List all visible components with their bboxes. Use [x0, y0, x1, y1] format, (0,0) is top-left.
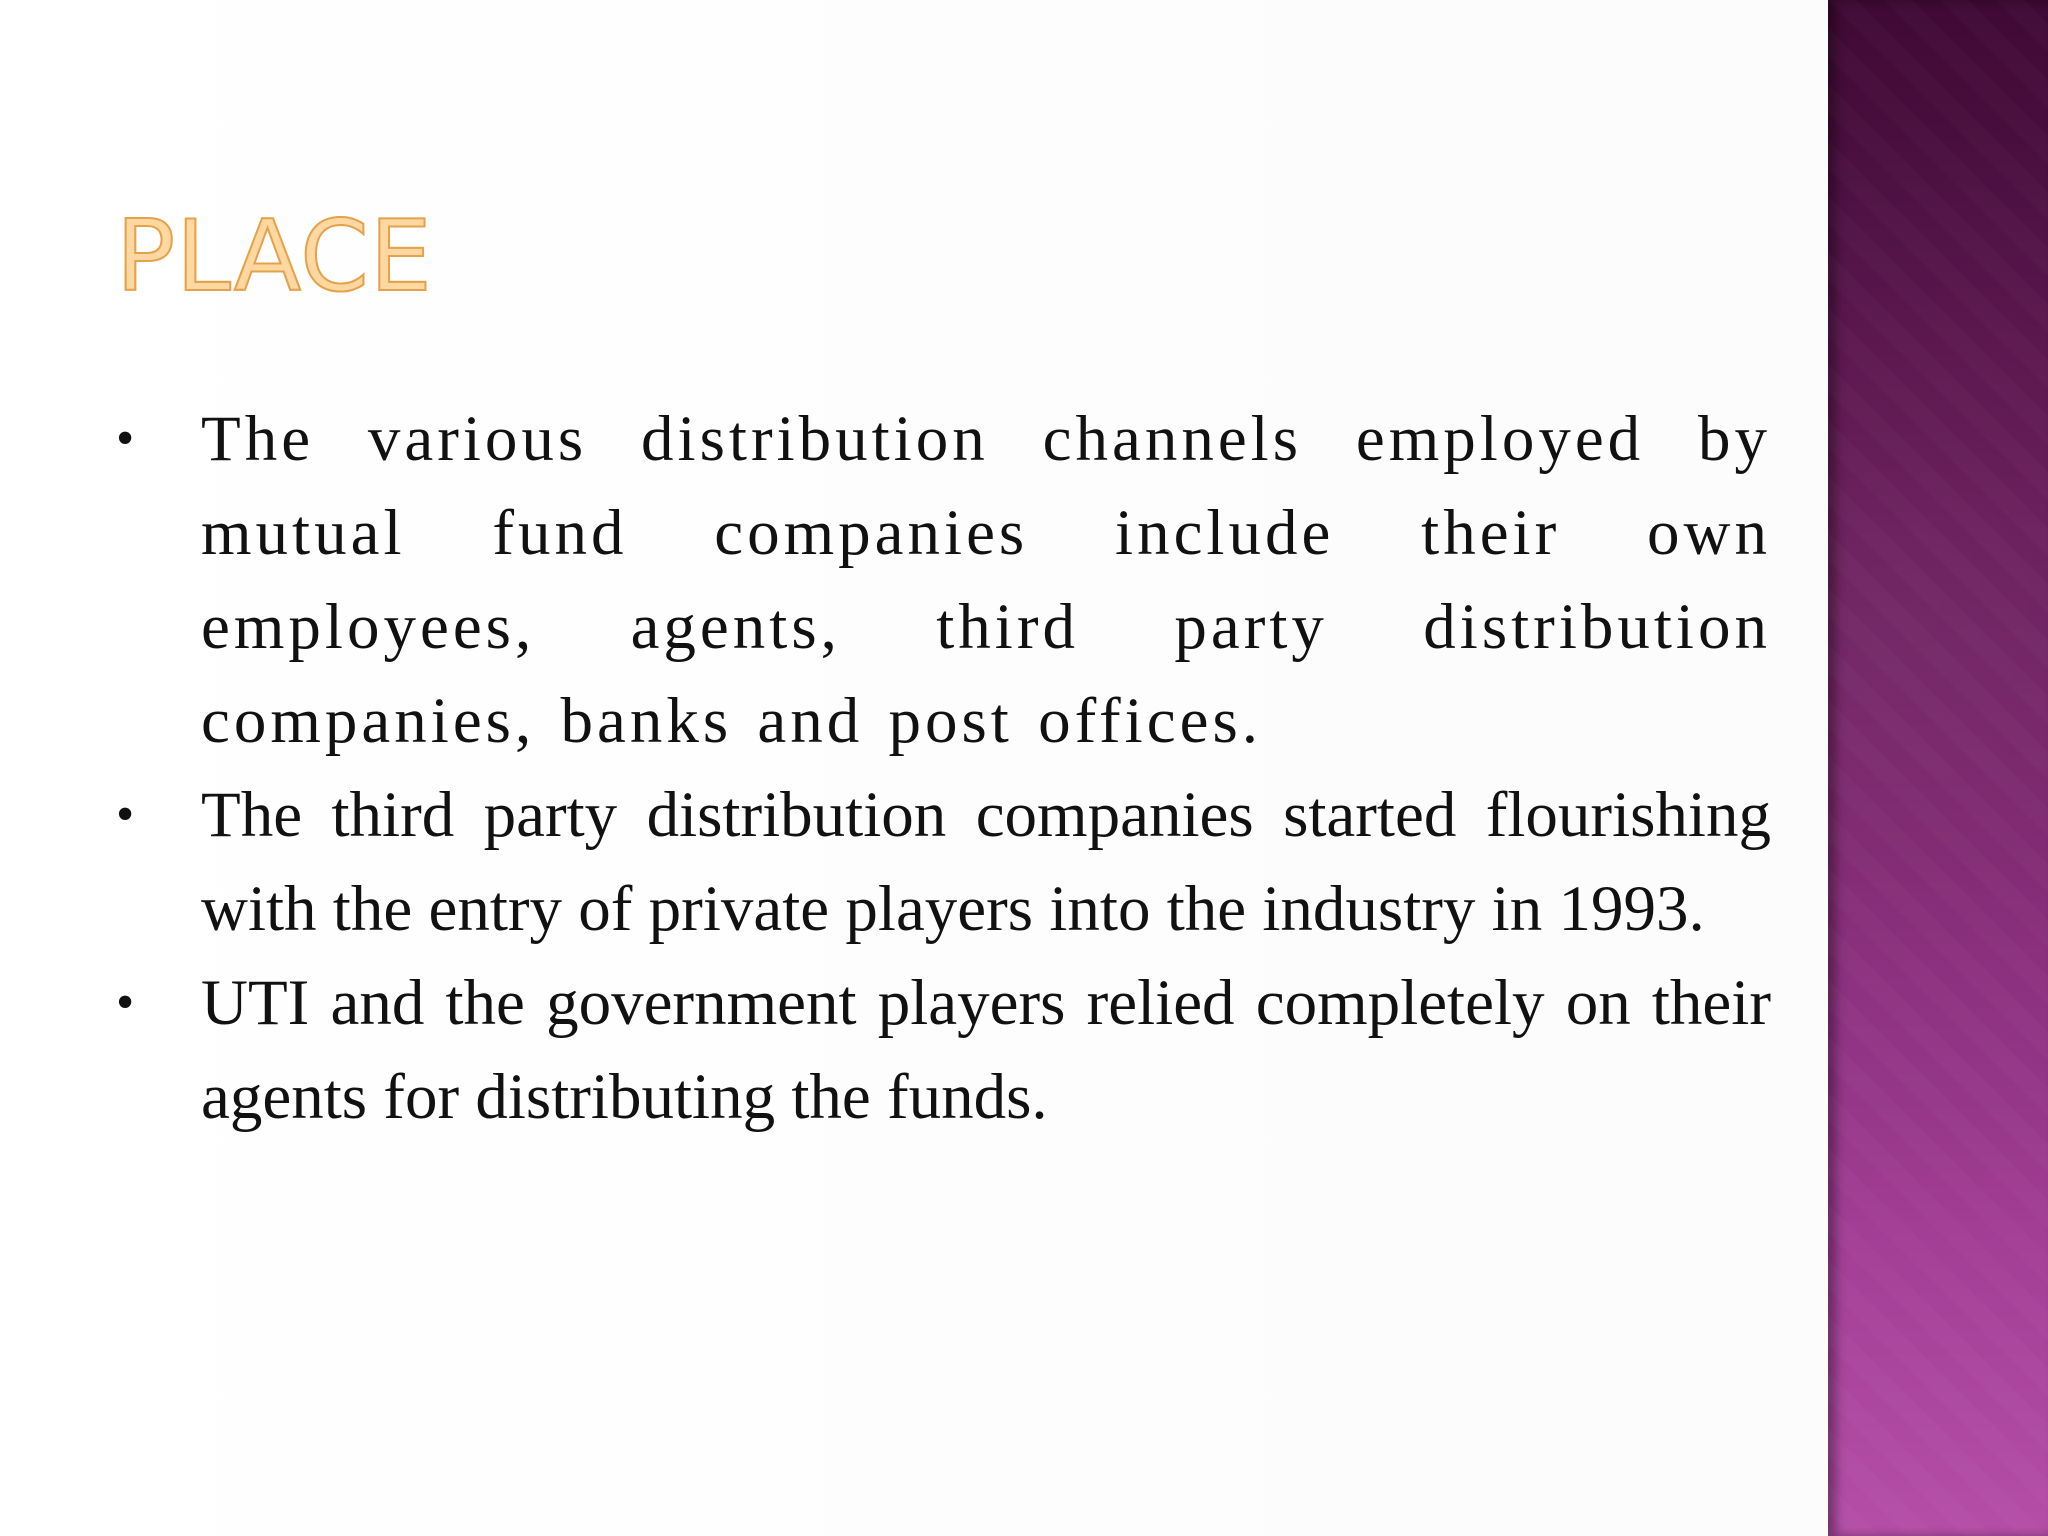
bullet-icon: •: [116, 786, 135, 843]
bullet-item-third-party-companies: [116, 768, 1771, 956]
bullet-item-uti-government-players: [116, 956, 1771, 1144]
purple-side-panel: [1828, 0, 2048, 1536]
bullet-icon: •: [116, 974, 135, 1031]
bullet-icon: •: [116, 410, 139, 467]
bullet-item-distribution-channels: [116, 392, 1771, 768]
bullet-text: The various distribution channels employed by mutual fund companies include their own employees, agents, third party distribution companies, banks and post offices.: [201, 403, 1771, 757]
bullet-text: UTI and the government players relied completely on their agents for distributing the funds.: [201, 967, 1771, 1133]
slide-title: PLACE: [116, 200, 433, 314]
bullet-text: The third party distribution companies started flourishing with the entry of private players into the industry in 1993.: [201, 779, 1771, 945]
bullet-list: [116, 392, 1771, 1144]
